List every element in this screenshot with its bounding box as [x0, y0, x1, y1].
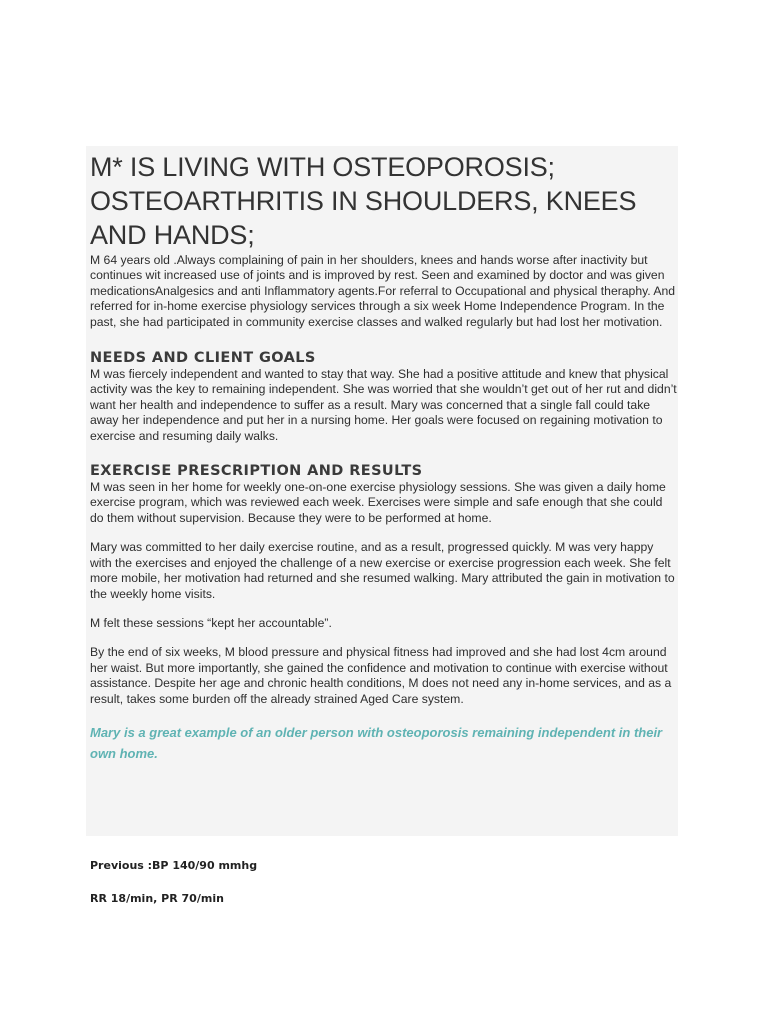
- vitals-previous-bp: Previous :BP 140/90 mmhg: [90, 859, 258, 872]
- exercise-paragraph-4: By the end of six weeks, M blood pressure and physical fitness had improved and she had lost 4cm around her waist. But more importantly, she gained the confidence and motivation to continue with exercise without assistance. Despite her age and chronic health conditions, M does not need any in-home services, and as a result, takes some burden off the already strained Aged Care system.: [90, 645, 672, 706]
- highlight-quote: Mary is a great example of an older person with osteoporosis remaining independent in their own home.: [90, 724, 663, 761]
- case-study-content: [90, 150, 678, 764]
- exercise-paragraph-3: M felt these sessions “kept her accountable”.: [90, 615, 332, 630]
- goals-paragraph: M was fiercely independent and wanted to stay that way. She had a positive attitude and knew that physical activity was the key to remaining independent. She was worried that she wouldn’t get out of her rut and didn’t want her health and independence to suffer as a result. Mary was concerned that a single fall could take away her independence and put her in a nursing home. Her goals were focused on regaining motivation to exercise and resuming daily walks.: [90, 367, 677, 443]
- section-heading-exercise: EXERCISE PRESCRIPTION AND RESULTS: [90, 463, 423, 480]
- exercise-paragraph-2: Mary was committed to her daily exercise routine, and as a result, progressed quickly. M was very happy with the exercises and enjoyed the challenge of a new exercise or exercise progression each week. She felt more mobile, her motivation had returned and she resumed walking. Mary attributed the gain in motivation to the weekly home visits.: [90, 540, 675, 601]
- section-heading-goals: NEEDS AND CLIENT GOALS: [90, 350, 316, 367]
- vitals-rr-pr: RR 18/min, PR 70/min: [90, 892, 224, 905]
- exercise-paragraph-1: M was seen in her home for weekly one-on-one exercise physiology sessions. She was given a daily home exercise program, which was reviewed each week. Exercises were simple and safe enough that she could do them without supervision. Because they were to be performed at home.: [90, 480, 666, 525]
- page-title: M* IS LIVING WITH OSTEOPOROSIS; OSTEOARTHRITIS IN SHOULDERS, KNEES AND HANDS;: [90, 152, 637, 250]
- intro-paragraph: M 64 years old .Always complaining of pain in her shoulders, knees and hands worse after inactivity but continues wit increased use of joints and is improved by rest. Seen and examined by doctor and was given medicationsAnalgesics and anti Inflammatory agents.For referral to Occupational and physical theraphy. And referred for in-home exercise physiology services through a six week Home Independence Program. In the past, she had participated in community exercise classes and walked regularly but had lost her motivation.: [90, 253, 676, 329]
